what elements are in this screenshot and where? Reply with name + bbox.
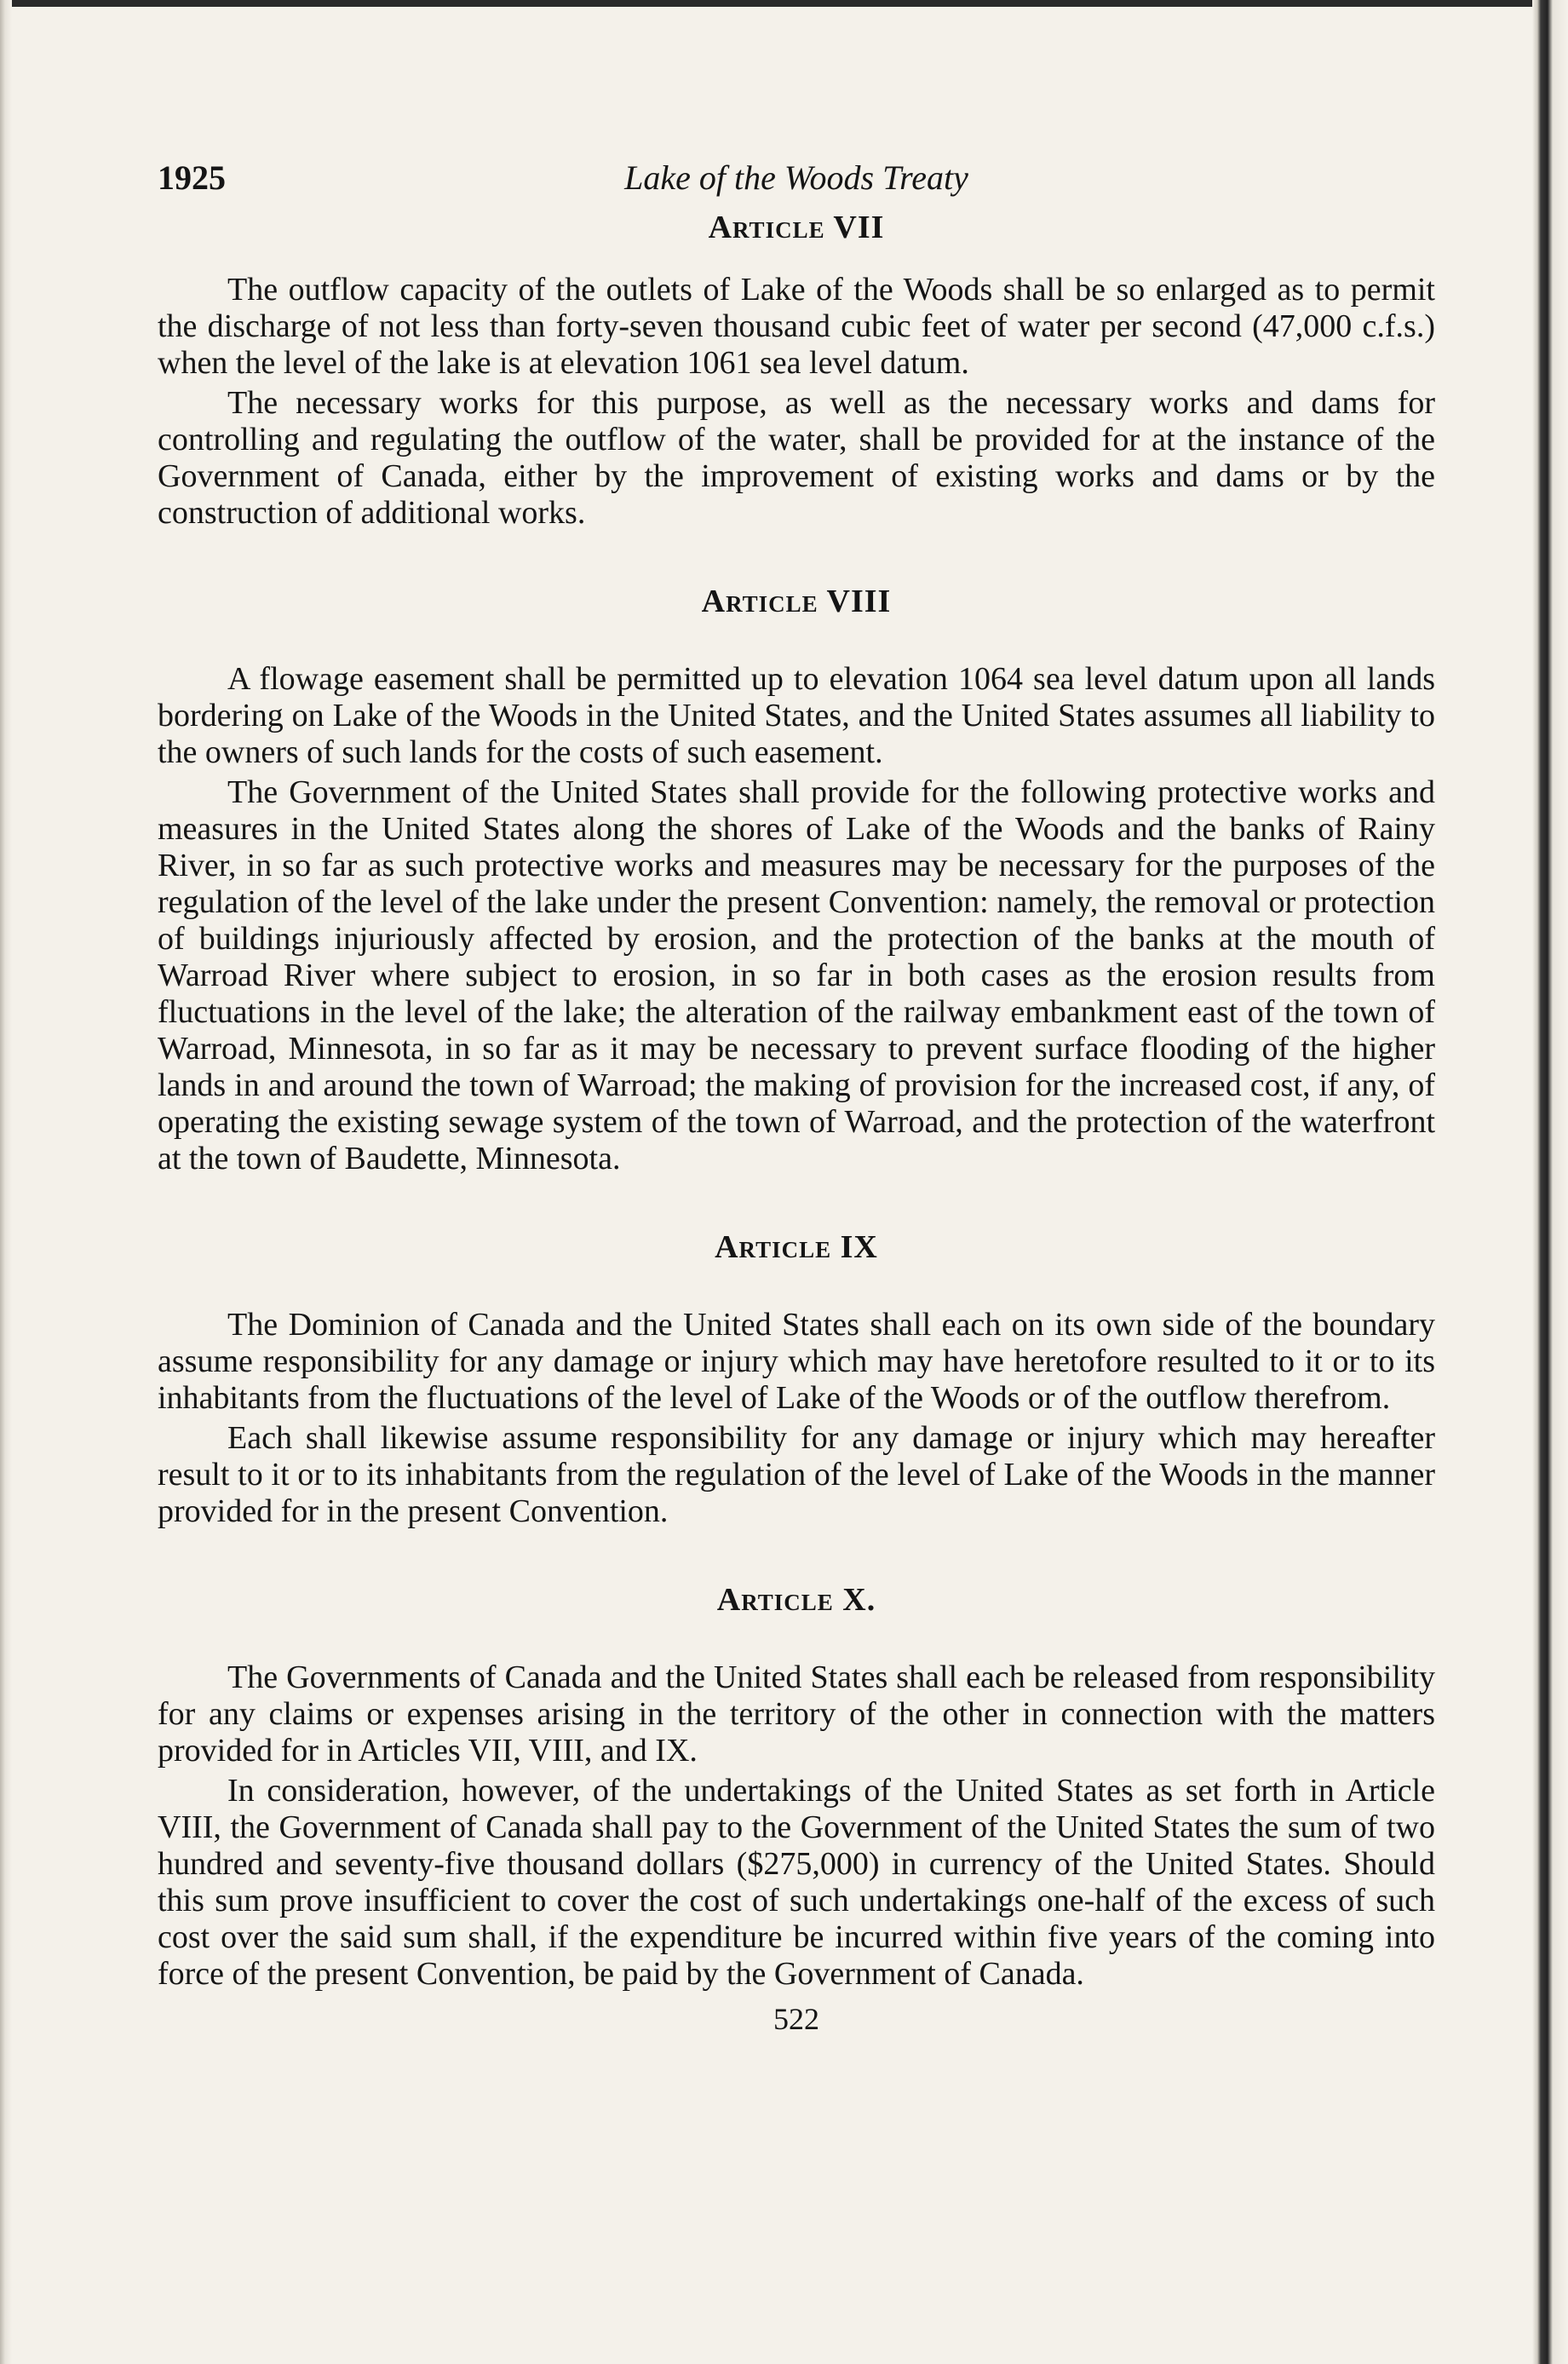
- article-heading: Article IX: [715, 1229, 878, 1265]
- scan-edge-left: [0, 0, 12, 2364]
- scan-edge-right: [1532, 0, 1568, 2364]
- article-8: [158, 583, 1435, 1177]
- article-paragraph: A flowage easement shall be permitted up to elevation 1064 sea level datum upon all lands bordering on Lake of the Woods in the United States, and the United States assumes all liability to the owners of such lands for the costs of such easement.: [158, 661, 1435, 770]
- article-heading: Article VIII: [701, 584, 892, 619]
- article-paragraph: In consideration, however, of the undertakings of the United States as set forth in Article VIII, the Government of Canada shall pay to the Government of the United States the sum of two hundred and seventy-five thousand dollars ($275,000) in currency of the United States. Should this sum prove insufficient to cover the cost of such undertakings one-half of the excess of such cost over the said sum shall, if the expenditure be incurred within five years of the coming into force of the present Convention, be paid by the Government of Canada.: [158, 1773, 1435, 1992]
- article-10: [158, 1581, 1435, 1993]
- article-paragraph: The outflow capacity of the outlets of Lake of the Woods shall be so enlarged as to permit the discharge of not less than forty-seven thousand cubic feet of water per second (47,000 c.f.s.) when the level of the lake is at elevation 1061 sea level datum.: [158, 272, 1435, 381]
- page-number: 522: [773, 2002, 819, 2036]
- article-paragraph: Each shall likewise assume responsibility for any damage or injury which may hereafter result to it or to its inhabitants from the regulation of the level of Lake of the Woods in the manner provided for in the present Convention.: [158, 1420, 1435, 1529]
- article-paragraph: The Government of the United States shall provide for the following protective works and measures in the United States along the shores of Lake of the Woods and the banks of Rainy River, in so far as such protective works and measures may be necessary for the purposes of the regulation of the level of the lake under the present Convention: namely, the removal or protection of buildings injuriously affected by erosion, and the protection of the banks at the mouth of Warroad River where subject to erosion, in so far in both cases as the erosion results from fluctuations in the level of the lake; the alteration of the railway embankment east of the town of Warroad, Minnesota, in so far as it may be necessary to prevent surface flooding of the higher lands in and around the town of Warroad; the making of provision for the increased cost, if any, of operating the existing sewage system of the town of Warroad, and the protection of the waterfront at the town of Baudette, Minnesota.: [158, 774, 1435, 1176]
- article-9: [158, 1228, 1435, 1530]
- article-paragraph: The Governments of Canada and the United States shall each be released from responsibility for any claims or expenses arising in the territory of the other in connection with the matters provided for in Articles VII, VIII, and IX.: [158, 1659, 1435, 1769]
- scan-edge-top: [0, 0, 1568, 7]
- header-year: 1925: [158, 158, 226, 197]
- article-heading: Article VII: [708, 210, 885, 245]
- article-heading: Article X.: [716, 1582, 876, 1618]
- header-title: Lake of the Woods Treaty: [624, 158, 968, 197]
- article-paragraph: The necessary works for this purpose, as well as the necessary works and dams for controlling and regulating the outflow of the water, shall be provided for at the instance of the Government of Canada, either by the improvement of existing works and dams or by the construction of additional works.: [158, 385, 1435, 531]
- running-header: [158, 149, 1435, 209]
- article-paragraph: The Dominion of Canada and the United States shall each on its own side of the boundary assume responsibility for any damage or injury which may have heretofore resulted to it or to its inhabitants from the fluctuations of the level of Lake of the Woods or of the outflow therefrom.: [158, 1307, 1435, 1416]
- article-7: [158, 209, 1435, 532]
- document-page: [158, 149, 1435, 2037]
